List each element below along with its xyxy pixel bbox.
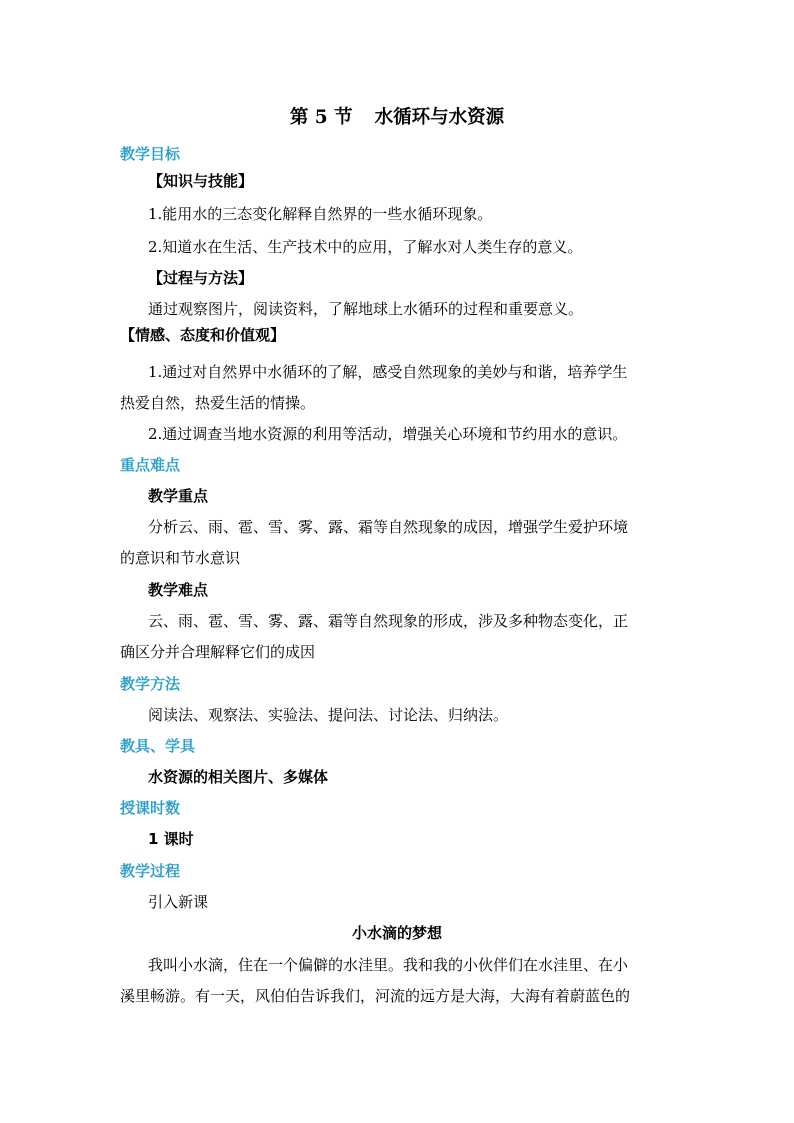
- focus-text-line-1: 分析云、雨、雹、雪、雾、露、霜等自然现象的成因，增强学生爱护环境: [148, 518, 629, 536]
- label-teaching-difficulty: 教学难点: [148, 581, 209, 599]
- label-knowledge-skills: 【知识与技能】: [148, 172, 254, 190]
- hours-text: 1 课时: [148, 830, 194, 848]
- section-number: 第 5 节: [289, 107, 353, 128]
- heading-class-hours: 授课时数: [120, 799, 181, 817]
- emotion-item-1-line-1: 1.通过对自然界中水循环的了解，感受自然现象的美妙与和谐，培养学生: [148, 363, 628, 381]
- story-text-line-2: 溪里畅游。有一天，风伯伯告诉我们，河流的远方是大海，大海有着蔚蓝色的: [120, 987, 631, 1005]
- heading-teaching-goals: 教学目标: [120, 145, 181, 163]
- label-new-lesson-intro: 引入新课: [148, 893, 209, 911]
- focus-text-line-2: 的意识和节水意识: [120, 549, 241, 567]
- difficulty-text-line-2: 确区分并合理解释它们的成因: [120, 643, 316, 661]
- story-text-line-1: 我叫小水滴，住在一个偏僻的水洼里。我和我的小伙伴们在水洼里、在小: [148, 956, 629, 974]
- heading-teaching-methods: 教学方法: [120, 675, 181, 693]
- label-process-methods: 【过程与方法】: [148, 269, 254, 287]
- section-name: 水循环与水资源: [374, 107, 505, 128]
- emotion-item-2: 2.通过调查当地水资源的利用等活动，增强关心环境和节约用水的意识。: [148, 425, 628, 443]
- label-emotion-values: 【情感、态度和价值观】: [120, 326, 286, 344]
- process-methods-text: 通过观察图片，阅读资料，了解地球上水循环的过程和重要意义。: [148, 300, 584, 318]
- page-title: [0, 106, 794, 130]
- heading-teaching-process: 教学过程: [120, 862, 181, 880]
- knowledge-item-1: 1.能用水的三态变化解释自然界的一些水循环现象。: [148, 205, 493, 223]
- label-teaching-focus: 教学重点: [148, 487, 209, 505]
- story-title: 小水滴的梦想: [351, 924, 442, 942]
- heading-teaching-tools: 教具、学具: [120, 737, 196, 755]
- methods-text: 阅读法、观察法、实验法、提问法、讨论法、归纳法。: [148, 706, 509, 724]
- knowledge-item-2: 2.知道水在生活、生产技术中的应用，了解水对人类生存的意义。: [148, 238, 583, 256]
- tools-text: 水资源的相关图片、多媒体: [148, 768, 329, 786]
- heading-key-points: 重点难点: [120, 456, 181, 474]
- difficulty-text-line-1: 云、雨、雹、雪、雾、露、霜等自然现象的形成，涉及多种物态变化，正: [148, 612, 629, 630]
- emotion-item-1-line-2: 热爱自然，热爱生活的情操。: [120, 394, 316, 412]
